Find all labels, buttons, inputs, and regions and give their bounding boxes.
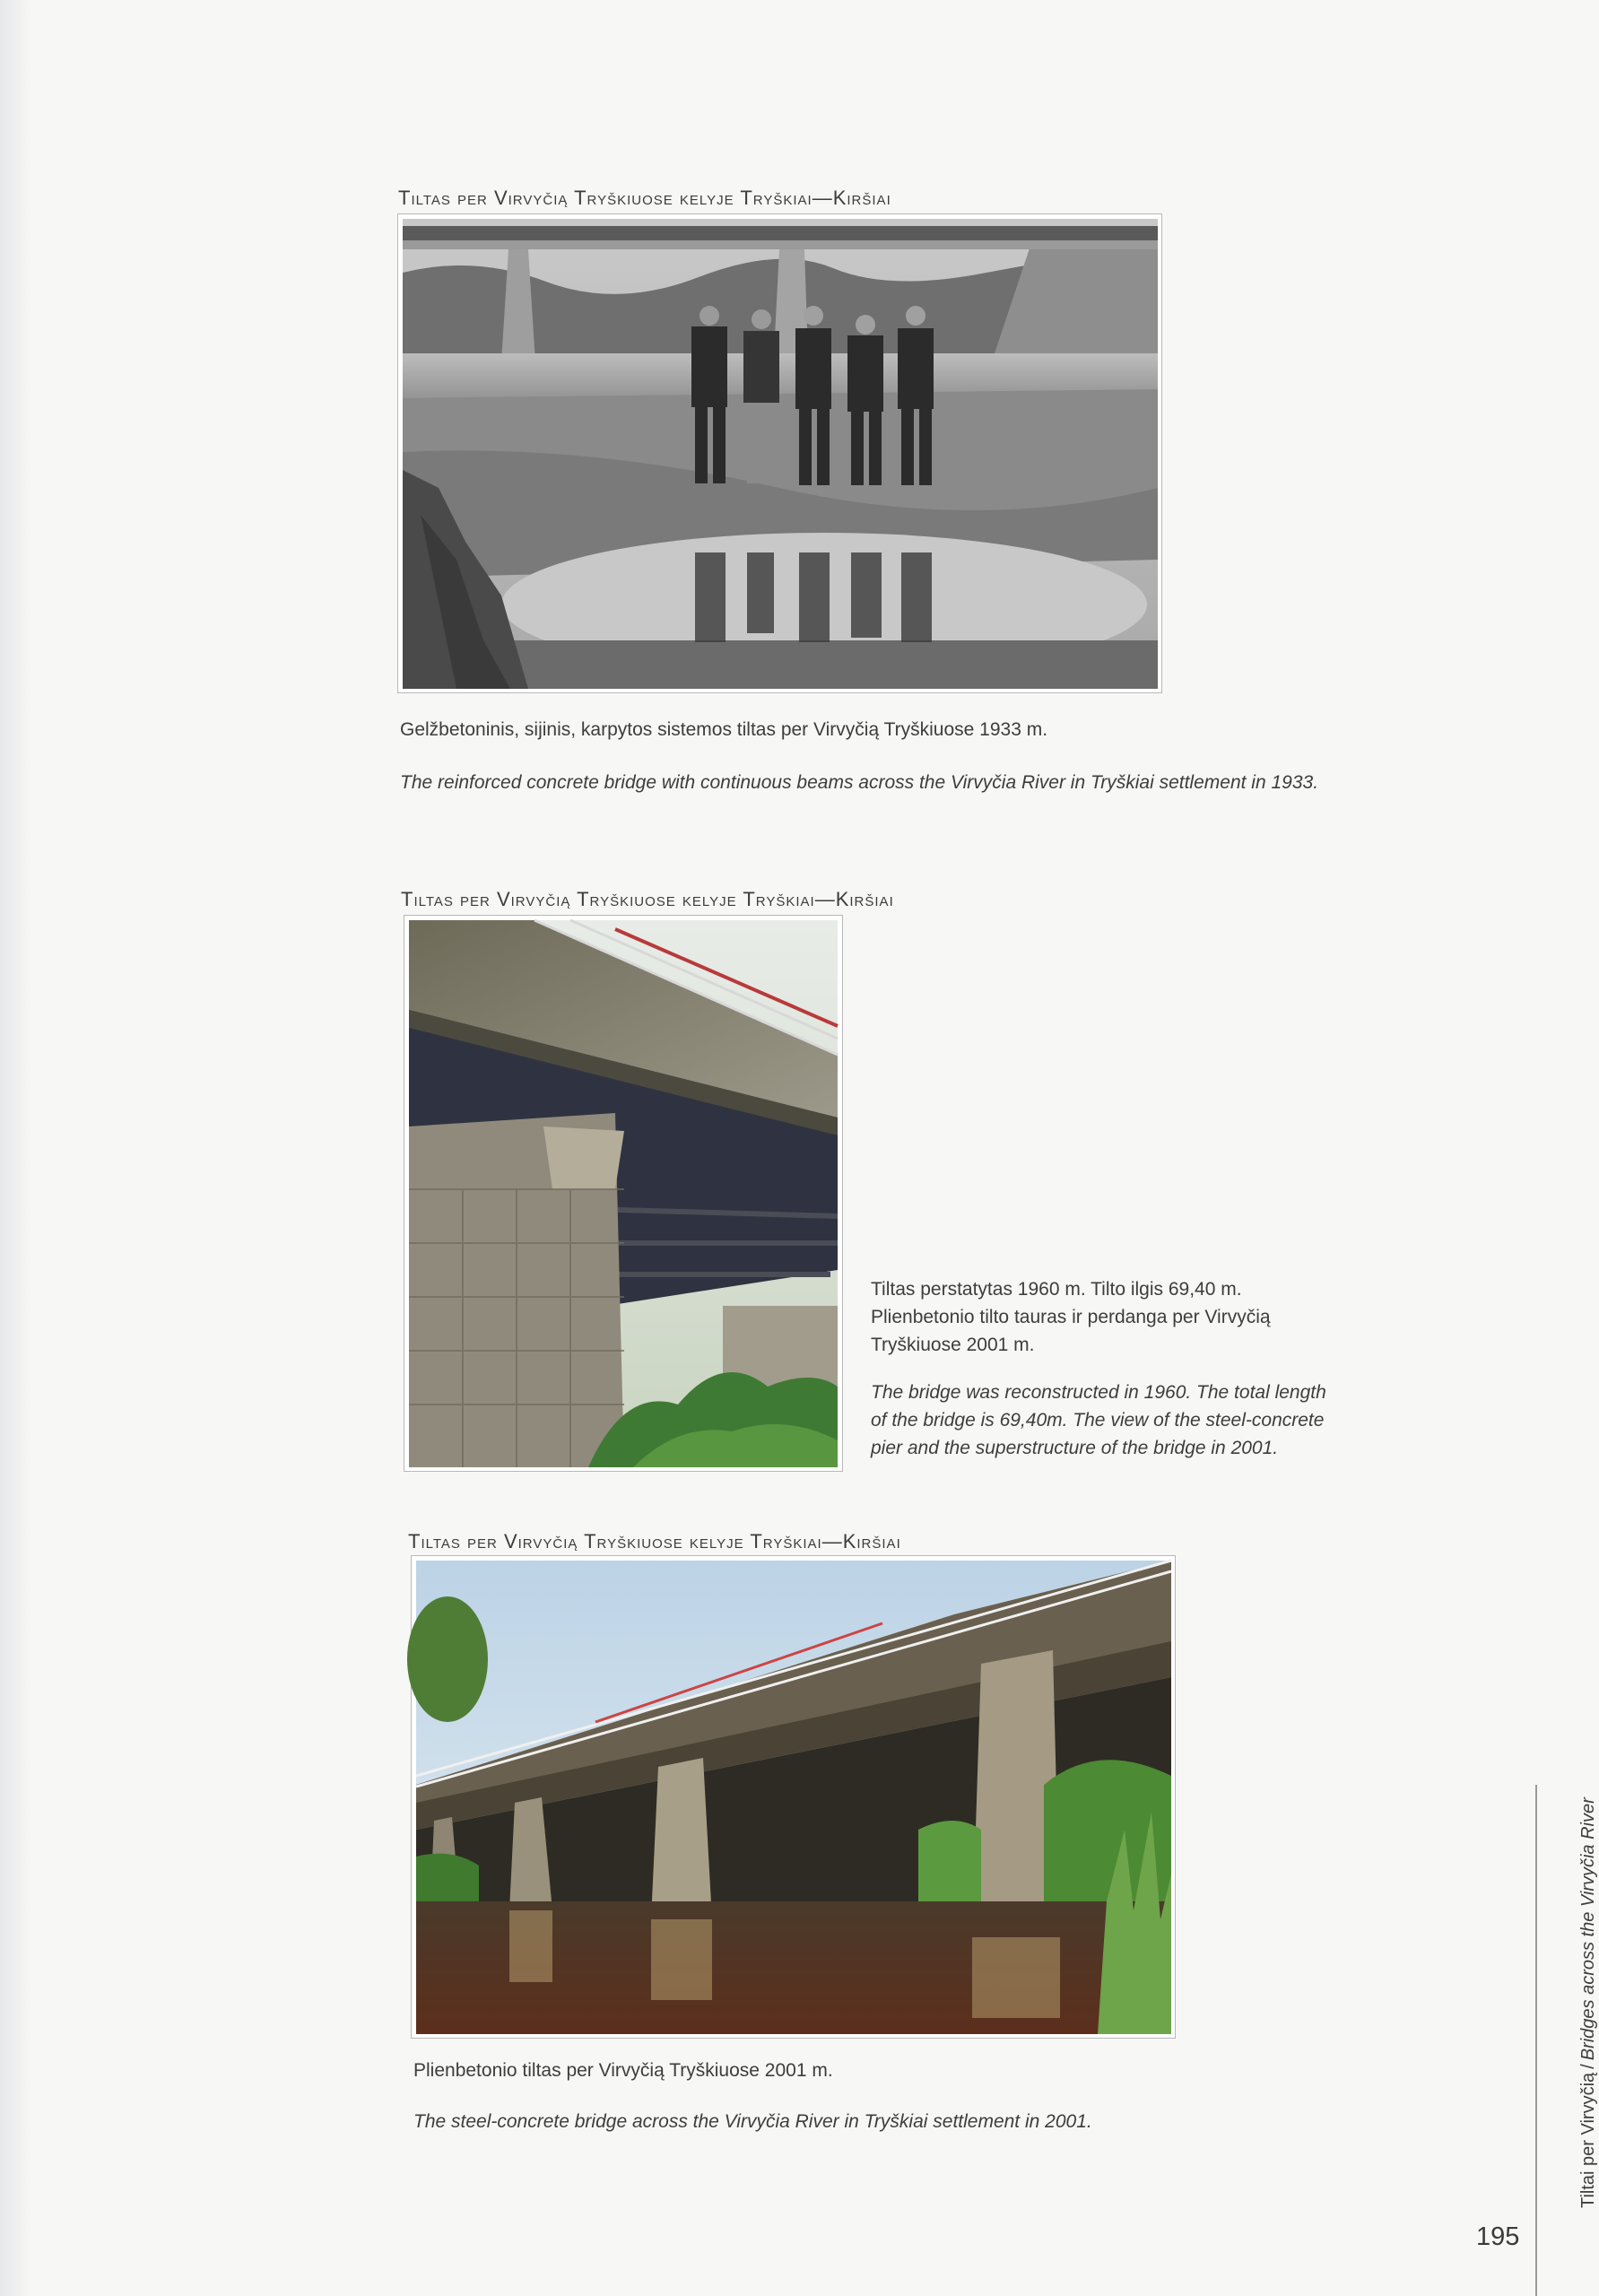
section-1-caption-lt: Gelžbetoninis, sijinis, karpytos sistemos tiltas per Virvyčią Tryškiuose 1933 m. xyxy=(400,719,1048,740)
section-3-heading: Tiltas per Virvyčią Tryškiuose kelyje Tryškiai—Kiršiai xyxy=(408,1530,901,1552)
section-2-caption-en: The bridge was reconstructed in 1960. The total length of the bridge is 69,40m. The view of the steel-concrete pier and the superstructure of the bridge in 2001. xyxy=(871,1382,1326,1458)
margin-rule xyxy=(1535,1785,1537,2296)
section-1-caption-en: The reinforced concrete bridge with continuous beams across the Virvyčia River in Tryškiai settlement in 1933. xyxy=(400,772,1319,793)
running-title-en: Bridges across the Virvyčia River xyxy=(1578,1797,1598,2061)
photo-pier-superstructure xyxy=(404,915,843,1472)
page-edge-shadow xyxy=(0,0,32,2296)
photo-bridge-2001-image xyxy=(416,1561,1171,2034)
photo-1933-image xyxy=(403,219,1158,689)
photo-pier-image xyxy=(409,920,838,1467)
section-3-caption-lt: Plienbetonio tiltas per Virvyčią Tryškiuose 2001 m. xyxy=(413,2060,833,2081)
running-title xyxy=(1578,1797,1599,2208)
section-2-heading: Tiltas per Virvyčią Tryškiuose kelyje Tryškiai—Kiršiai xyxy=(401,888,894,910)
running-title-separator: / xyxy=(1578,2064,1598,2069)
page-number: 195 xyxy=(1476,2222,1520,2251)
section-3-caption-en: The steel-concrete bridge across the Virvyčia River in Tryškiai settlement in 2001. xyxy=(413,2111,1092,2132)
section-2-caption-lt: Tiltas perstatytas 1960 m. Tilto ilgis 69,40 m. Plienbetonio tilto tauras ir perdanga per Virvyčią Tryškiuose 2001 m. xyxy=(871,1279,1271,1355)
photo-bridge-2001 xyxy=(411,1555,1176,2039)
photo-1933-bridge-group xyxy=(397,213,1162,693)
section-1-heading: Tiltas per Virvyčią Tryškiuose kelyje Tryškiai—Kiršiai xyxy=(398,187,891,209)
running-title-lt: Tiltai per Virvyčią xyxy=(1578,2072,1598,2208)
